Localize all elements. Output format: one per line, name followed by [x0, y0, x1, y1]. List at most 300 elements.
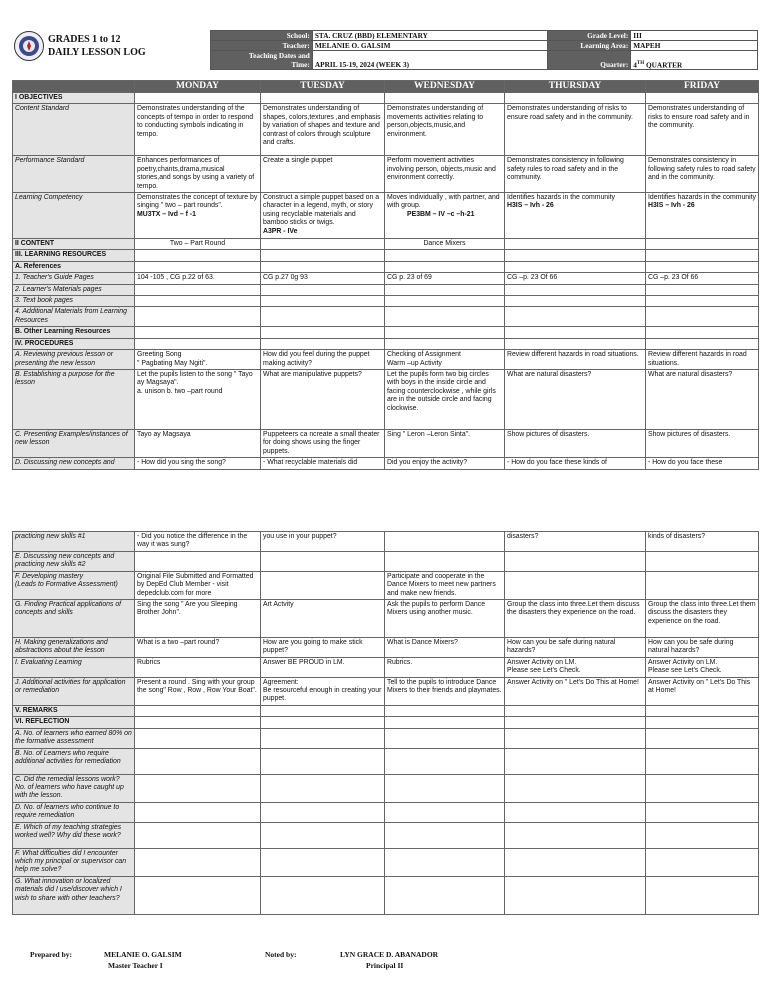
- cell-wednesday: [385, 239, 505, 250]
- cell-text: Demonstrates understanding of movements activities relating to person,objects,music,and environment.: [387, 105, 484, 138]
- cell-thursday: [505, 93, 646, 104]
- row-label: IV. PROCEDURES: [13, 338, 135, 349]
- cell-monday: [135, 532, 261, 552]
- cell-friday: [646, 600, 759, 638]
- table-row: [13, 748, 759, 774]
- cell-monday: [135, 239, 261, 250]
- cell-text: CG –p. 23 Of 66: [648, 274, 699, 282]
- table-row: [13, 802, 759, 822]
- cell-friday: [646, 338, 759, 349]
- day-header-friday: FRIDAY: [646, 81, 759, 93]
- table-row: [13, 600, 759, 638]
- competency-code: PE3BM – IV –c –h-21: [407, 210, 475, 218]
- cell-wednesday: [385, 93, 505, 104]
- row-label: Performance Standard: [13, 156, 135, 193]
- cell-tuesday: [261, 429, 385, 457]
- cell-wednesday: [385, 822, 505, 848]
- cell-wednesday: [385, 327, 505, 338]
- table-row: [13, 822, 759, 848]
- cell-text: Create a single puppet: [263, 157, 333, 165]
- cell-thursday: [505, 193, 646, 239]
- quarter-ordinal: TH: [636, 60, 645, 66]
- day-header-tuesday: TUESDAY: [261, 81, 385, 93]
- cell-thursday: [505, 104, 646, 156]
- row-label: 3. Text book pages: [13, 296, 135, 307]
- corner-cell: [13, 81, 135, 93]
- cell-friday: [646, 429, 759, 457]
- cell-tuesday: [261, 193, 385, 239]
- cell-friday: [646, 705, 759, 716]
- cell-text: Sing the song " Are you Sleeping Brother John".: [137, 601, 238, 617]
- cell-text: Tayo ay Magsaya: [137, 430, 191, 438]
- cell-tuesday: [261, 705, 385, 716]
- cell-tuesday: [261, 369, 385, 429]
- cell-thursday: [505, 677, 646, 705]
- table-row: [13, 261, 759, 272]
- cell-text: How are you going to make stick puppet?: [263, 639, 363, 655]
- table-row: [13, 728, 759, 748]
- quarter-suffix: QUARTER: [644, 60, 683, 69]
- cell-wednesday: [385, 848, 505, 876]
- table-row: [13, 307, 759, 327]
- cell-thursday: [505, 717, 646, 728]
- cell-tuesday: [261, 350, 385, 370]
- cell-thursday: [505, 458, 646, 469]
- cell-friday: [646, 93, 759, 104]
- cell-text: Answer Activity on LM. Please see Let's Check.: [648, 658, 722, 675]
- cell-friday: [646, 717, 759, 728]
- cell-friday: [646, 307, 759, 327]
- cell-text: Answer Activity on LM. Please see Let's Check.: [507, 658, 581, 675]
- cell-text: Rubrics.: [387, 658, 413, 666]
- cell-wednesday: [385, 369, 505, 429]
- cell-text: Sing " Leron –Leron Sinta".: [387, 430, 471, 438]
- cell-friday: [646, 193, 759, 239]
- row-label: 4. Additional Materials from Learning Resources: [13, 307, 135, 327]
- cell-monday: [135, 728, 261, 748]
- cell-wednesday: [385, 552, 505, 572]
- cell-friday: [646, 104, 759, 156]
- table-row: [13, 250, 759, 261]
- row-label: practicing new skills #1: [13, 532, 135, 552]
- noted-by-name: LYN GRACE D. ABANADOR: [340, 950, 439, 959]
- cell-monday: [135, 93, 261, 104]
- cell-text: Demonstrates consistency in following safety rules to road safety and in the community.: [648, 157, 756, 182]
- quarter-label: Quarter:: [548, 51, 631, 70]
- cell-text: Tell to the pupils to introduce Dance Mixers to their friends and playmates.: [387, 678, 502, 695]
- cell-monday: [135, 104, 261, 156]
- row-label: D. Discussing new concepts and: [13, 458, 135, 469]
- table-row: [13, 677, 759, 705]
- cell-text: What are natural disasters?: [648, 370, 733, 378]
- cell-tuesday: [261, 728, 385, 748]
- cell-text: 104 -105 , CG p.22 of 63.: [137, 274, 215, 282]
- row-label: F. Developing mastery (Leads to Formative Assessment): [13, 571, 135, 599]
- cell-monday: [135, 273, 261, 284]
- cell-text: Answer Activity on " Let's Do This at Home!: [648, 678, 751, 695]
- grade-level-value: III: [631, 31, 758, 41]
- table-row: [13, 571, 759, 599]
- table-row: [13, 552, 759, 572]
- cell-text: Identifies hazards in the community: [507, 194, 616, 202]
- cell-text: disasters?: [507, 533, 539, 540]
- cell-tuesday: [261, 284, 385, 295]
- cell-wednesday: [385, 657, 505, 677]
- cell-text: kinds of disasters?: [648, 533, 706, 540]
- cell-text: Checking of Assignment Warm –up Activity: [387, 351, 461, 367]
- cell-friday: [646, 822, 759, 848]
- cell-monday: [135, 802, 261, 822]
- competency-code: H3IS – Ivh - 26: [648, 202, 695, 210]
- row-label: II CONTENT: [13, 239, 135, 250]
- cell-tuesday: [261, 717, 385, 728]
- row-label: V. REMARKS: [13, 705, 135, 716]
- school-label: School:: [211, 31, 313, 41]
- competency-code: A3PR - IVe: [263, 227, 298, 235]
- cell-text: - How did you sing the song?: [137, 459, 226, 467]
- cell-wednesday: [385, 338, 505, 349]
- cell-thursday: [505, 350, 646, 370]
- teaching-dates-label-1: Teaching Dates and: [248, 51, 310, 60]
- teacher-label: Teacher:: [211, 41, 313, 51]
- day-header-thursday: THURSDAY: [505, 81, 646, 93]
- cell-tuesday: [261, 822, 385, 848]
- cell-text: Demonstrates the concept of texture by singing " two – part rounds".: [137, 194, 258, 210]
- cell-wednesday: [385, 296, 505, 307]
- prepared-by-label: Prepared by:: [30, 950, 73, 959]
- cell-tuesday: [261, 273, 385, 284]
- row-label: D. No. of learners who continue to require remediation: [13, 802, 135, 822]
- cell-wednesday: [385, 774, 505, 802]
- cell-thursday: [505, 307, 646, 327]
- row-label: F. What difficulties did I encounter which my principal or supervisor can help me solve?: [13, 848, 135, 876]
- cell-tuesday: [261, 104, 385, 156]
- row-label: E. Which of my teaching strategies worked well? Why did these work?: [13, 822, 135, 848]
- table-row: [13, 193, 759, 239]
- cell-tuesday: [261, 638, 385, 658]
- cell-tuesday: [261, 848, 385, 876]
- cell-text: Let the pupils form two big circles with boys in the inside circle and facing counterclockwise , while girls are in the outside circle and facing clockwise.: [387, 370, 496, 412]
- cell-wednesday: [385, 677, 505, 705]
- cell-text: Rubrics: [137, 658, 161, 666]
- cell-thursday: [505, 571, 646, 599]
- cell-tuesday: [261, 156, 385, 193]
- cell-monday: [135, 657, 261, 677]
- cell-monday: [135, 822, 261, 848]
- cell-text: Identifies hazards in the community: [648, 194, 757, 202]
- cell-wednesday: [385, 600, 505, 638]
- table-row: [13, 104, 759, 156]
- cell-tuesday: [261, 261, 385, 272]
- cell-monday: [135, 307, 261, 327]
- cell-friday: [646, 296, 759, 307]
- cell-monday: [135, 717, 261, 728]
- cell-text: Puppeteers ca ncreate a small theater for doing shows using the finger puppets.: [263, 430, 380, 455]
- cell-text: What is Dance Mixers?: [387, 639, 458, 647]
- cell-thursday: [505, 705, 646, 716]
- cell-monday: [135, 571, 261, 599]
- lesson-table-part-2: [12, 531, 759, 915]
- cell-text: How can you be safe during natural hazards?: [507, 639, 616, 655]
- cell-tuesday: [261, 876, 385, 914]
- cell-monday: [135, 429, 261, 457]
- cell-text: What are manipulative puppets?: [263, 370, 362, 378]
- cell-text: Answer Activity on " Let's Do This at Home!: [507, 678, 639, 686]
- cell-monday: [135, 774, 261, 802]
- cell-monday: [135, 552, 261, 572]
- cell-text: Participate and cooperate in the Dance Mixers to meet new partners and make new friends.: [387, 572, 496, 597]
- cell-wednesday: [385, 705, 505, 716]
- cell-thursday: [505, 748, 646, 774]
- cell-text: Dance Mixers: [423, 240, 466, 248]
- cell-tuesday: [261, 250, 385, 261]
- cell-text: Greeting Song " Pagbating May Ngiti".: [137, 351, 208, 367]
- cell-text: Demonstrates consistency in following safety rules to road safety and in the community.: [507, 157, 624, 182]
- document-title: [48, 33, 146, 59]
- row-label: 1. Teacher's Guide Pages: [13, 273, 135, 284]
- cell-friday: [646, 677, 759, 705]
- cell-text: Show pictures of disasters.: [648, 430, 731, 438]
- cell-monday: [135, 600, 261, 638]
- cell-text: CG p.27 0g 93: [263, 274, 308, 282]
- cell-friday: [646, 876, 759, 914]
- table-row: [13, 93, 759, 104]
- lesson-log-header: [12, 30, 758, 73]
- row-label: 2. Learner's Materials pages: [13, 284, 135, 295]
- teaching-dates-value: APRIL 15-19, 2024 (WEEK 3): [312, 51, 548, 70]
- row-label: B. No. of Learners who require additional activities for remediation: [13, 748, 135, 774]
- cell-thursday: [505, 532, 646, 552]
- table-row: [13, 296, 759, 307]
- noted-by-title: Principal II: [366, 961, 404, 970]
- cell-thursday: [505, 876, 646, 914]
- cell-text: CG –p. 23 Of 66: [507, 274, 558, 282]
- cell-wednesday: [385, 307, 505, 327]
- cell-tuesday: [261, 600, 385, 638]
- cell-text: Show pictures of disasters.: [507, 430, 590, 438]
- cell-text: Ask the pupils to perform Dance Mixers using another music.: [387, 601, 486, 617]
- cell-friday: [646, 156, 759, 193]
- cell-text: What are natural disasters?: [507, 370, 592, 378]
- cell-tuesday: [261, 552, 385, 572]
- cell-friday: [646, 458, 759, 469]
- row-label: B. Other Learning Resources: [13, 327, 135, 338]
- cell-monday: [135, 338, 261, 349]
- prepared-by-name: MELANIE O. GALSIM: [104, 950, 182, 959]
- teacher-value: MELANIE O. GALSIM: [312, 41, 548, 51]
- cell-monday: [135, 284, 261, 295]
- cell-friday: [646, 802, 759, 822]
- cell-wednesday: [385, 104, 505, 156]
- cell-text: Demonstrates understanding of the concepts of tempo in order to respond to conducting symbols indicating in tempo.: [137, 105, 254, 138]
- cell-wednesday: [385, 571, 505, 599]
- table-row: [13, 429, 759, 457]
- cell-thursday: [505, 774, 646, 802]
- cell-thursday: [505, 284, 646, 295]
- row-label: C. Presenting Examples/instances of new lesson: [13, 429, 135, 457]
- row-label: H. Making generalizations and abstractions about the lesson: [13, 638, 135, 658]
- cell-tuesday: [261, 802, 385, 822]
- cell-text: Original File Submitted and Formatted by DepEd Club Member - visit depedclub.com for more: [137, 572, 254, 597]
- cell-monday: [135, 193, 261, 239]
- cell-text: CG p. 23 of 69: [387, 274, 432, 282]
- cell-tuesday: [261, 338, 385, 349]
- cell-thursday: [505, 848, 646, 876]
- table-row: [13, 705, 759, 716]
- cell-friday: [646, 327, 759, 338]
- row-label: E. Discussing new concepts and practicing new skills #2: [13, 552, 135, 572]
- cell-text: Group the class into three.Let them discuss the disasters they experience on the road.: [648, 601, 756, 625]
- title-line-1: GRADES 1 to 12: [48, 34, 121, 45]
- cell-monday: [135, 458, 261, 469]
- cell-monday: [135, 156, 261, 193]
- school-value: STA. CRUZ (BBD) ELEMENTARY: [312, 31, 548, 41]
- cell-monday: [135, 748, 261, 774]
- learning-area-label: Learning Area:: [548, 41, 631, 51]
- row-label: III. LEARNING RESOURCES: [13, 250, 135, 261]
- cell-friday: [646, 350, 759, 370]
- teaching-dates-label: [211, 51, 313, 70]
- table-row: [13, 657, 759, 677]
- cell-thursday: [505, 638, 646, 658]
- row-label: J. Additional activities for application or remediation: [13, 677, 135, 705]
- cell-friday: [646, 284, 759, 295]
- cell-text: How can you be safe during natural hazards?: [648, 639, 734, 655]
- cell-text: Demonstrates understanding of risks to ensure road safety and in the community.: [648, 105, 750, 130]
- cell-text: Demonstrates understanding of risks to ensure road safety and in the community.: [507, 105, 633, 121]
- cell-thursday: [505, 296, 646, 307]
- cell-friday: [646, 261, 759, 272]
- cell-tuesday: [261, 458, 385, 469]
- row-label: VI. REFLECTION: [13, 717, 135, 728]
- cell-tuesday: [261, 93, 385, 104]
- cell-thursday: [505, 273, 646, 284]
- cell-tuesday: [261, 571, 385, 599]
- cell-wednesday: [385, 273, 505, 284]
- cell-text: Answer BE PROUD in LM.: [263, 658, 345, 666]
- table-row: [13, 848, 759, 876]
- teaching-dates-label-2: Time:: [291, 60, 310, 69]
- cell-thursday: [505, 822, 646, 848]
- cell-friday: [646, 774, 759, 802]
- cell-text: Review different hazards in road situations.: [507, 351, 639, 359]
- grade-level-label: Grade Level:: [548, 31, 631, 41]
- row-label: I OBJECTIVES: [13, 93, 135, 104]
- row-label: I. Evaluating Learning: [13, 657, 135, 677]
- cell-wednesday: [385, 802, 505, 822]
- cell-thursday: [505, 239, 646, 250]
- cell-wednesday: [385, 350, 505, 370]
- cell-text: Demonstrates understanding of shapes, colors,textures ,and emphasis by variation of shapes and texture and contrast of colors through sculpture and crafts.: [263, 105, 381, 147]
- cell-monday: [135, 848, 261, 876]
- cell-wednesday: [385, 638, 505, 658]
- cell-friday: [646, 273, 759, 284]
- table-row: [13, 717, 759, 728]
- competency-code: MU3TX – Ivd – f -1: [137, 210, 196, 218]
- deped-seal-icon: [14, 31, 44, 61]
- table-row: [13, 876, 759, 914]
- cell-text: Perform movement activities involving person, objects,music and environment correctly.: [387, 157, 496, 182]
- cell-monday: [135, 705, 261, 716]
- cell-text: Moves individually , with partner, and with group.: [387, 194, 500, 210]
- cell-thursday: [505, 261, 646, 272]
- day-header-wednesday: WEDNESDAY: [385, 81, 505, 93]
- lesson-table-part-1: [12, 80, 759, 470]
- cell-thursday: [505, 327, 646, 338]
- cell-tuesday: [261, 296, 385, 307]
- cell-monday: [135, 296, 261, 307]
- cell-friday: [646, 369, 759, 429]
- cell-wednesday: [385, 532, 505, 552]
- cell-wednesday: [385, 261, 505, 272]
- cell-text: Construct a simple puppet based on a character in a legend, myth, or story using recyclable materials and bamboo sticks or twigs.: [263, 194, 380, 227]
- row-label: A. No. of learners who earned 80% on the formative assessment: [13, 728, 135, 748]
- cell-tuesday: [261, 774, 385, 802]
- row-label: Content Standard: [13, 104, 135, 156]
- cell-wednesday: [385, 717, 505, 728]
- cell-thursday: [505, 369, 646, 429]
- cell-text: Agreement: Be resourceful enough in creating your puppet.: [263, 678, 382, 703]
- table-row: [13, 458, 759, 469]
- row-label: B. Establishing a purpose for the lesson: [13, 369, 135, 429]
- table-row: [13, 156, 759, 193]
- noted-by-label: Noted by:: [265, 950, 297, 959]
- quarter-value: [631, 51, 758, 70]
- cell-monday: [135, 250, 261, 261]
- cell-friday: [646, 657, 759, 677]
- table-row: [13, 774, 759, 802]
- cell-text: Review different hazards in road situations.: [648, 351, 747, 367]
- cell-friday: [646, 748, 759, 774]
- cell-friday: [646, 571, 759, 599]
- cell-tuesday: [261, 327, 385, 338]
- cell-thursday: [505, 338, 646, 349]
- row-label: C. Did the remedial lessons work? No. of learners who have caught up with the lesson.: [13, 774, 135, 802]
- cell-wednesday: [385, 284, 505, 295]
- cell-tuesday: [261, 239, 385, 250]
- quarter-number: 4: [633, 60, 637, 69]
- table-row: [13, 350, 759, 370]
- cell-monday: [135, 261, 261, 272]
- cell-friday: [646, 848, 759, 876]
- day-header-monday: MONDAY: [135, 81, 261, 93]
- cell-friday: [646, 728, 759, 748]
- cell-thursday: [505, 728, 646, 748]
- cell-monday: [135, 327, 261, 338]
- cell-friday: [646, 239, 759, 250]
- cell-wednesday: [385, 156, 505, 193]
- cell-wednesday: [385, 876, 505, 914]
- cell-wednesday: [385, 250, 505, 261]
- cell-tuesday: [261, 532, 385, 552]
- cell-thursday: [505, 802, 646, 822]
- prepared-by-title: Master Teacher I: [108, 961, 163, 970]
- day-header-row: [13, 81, 759, 93]
- cell-wednesday: [385, 429, 505, 457]
- competency-code: H3IS – Ivh - 26: [507, 202, 554, 210]
- cell-monday: [135, 369, 261, 429]
- cell-friday: [646, 532, 759, 552]
- cell-thursday: [505, 600, 646, 638]
- cell-text: How did you feel during the puppet making activity?: [263, 351, 370, 367]
- row-label: A. References: [13, 261, 135, 272]
- cell-text: you use in your puppet?: [263, 533, 337, 540]
- table-row: [13, 369, 759, 429]
- cell-thursday: [505, 429, 646, 457]
- cell-wednesday: [385, 458, 505, 469]
- cell-text: - How do you face these: [648, 459, 723, 467]
- cell-monday: [135, 350, 261, 370]
